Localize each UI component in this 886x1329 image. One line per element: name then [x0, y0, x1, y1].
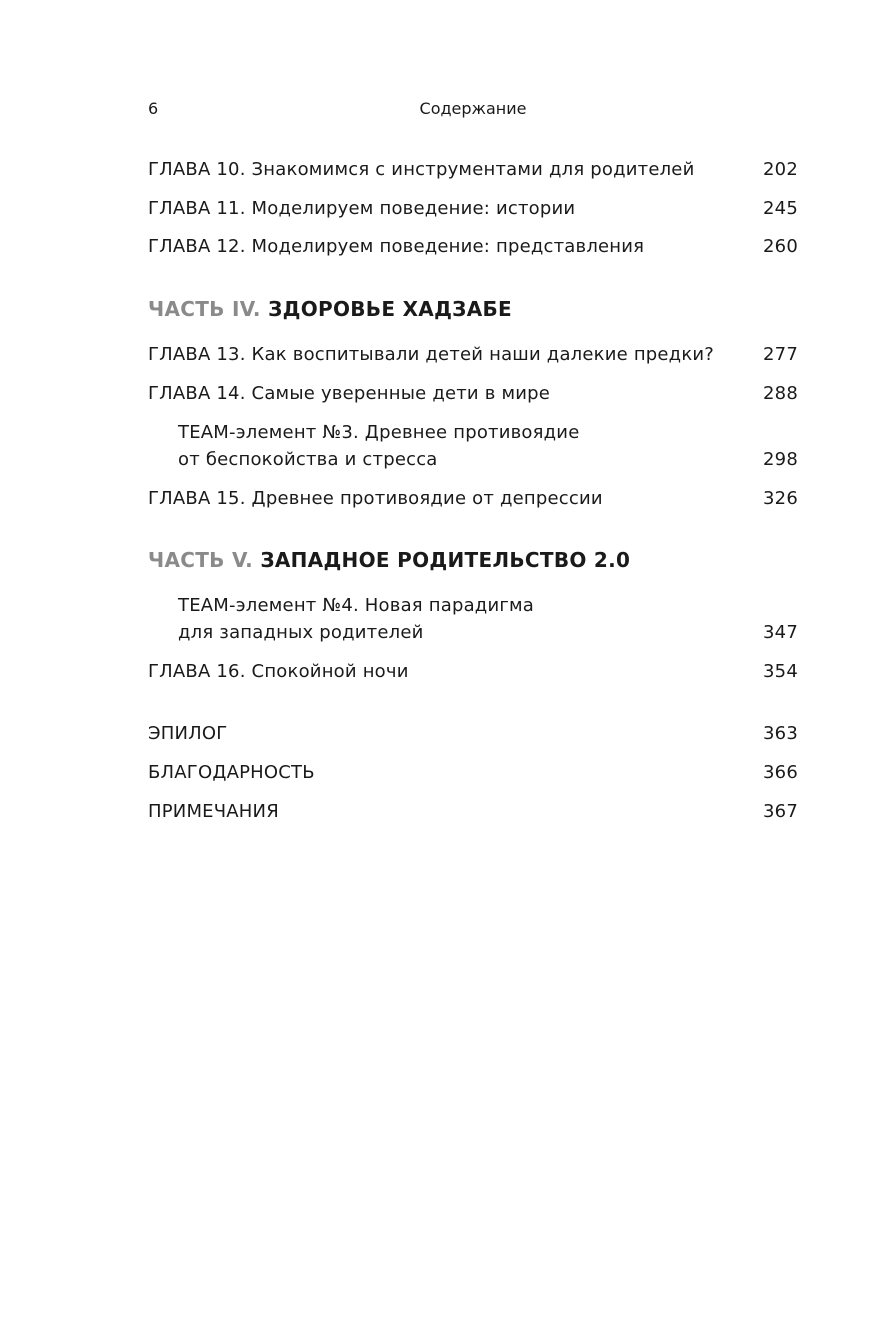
toc-entry-page: 347 — [763, 622, 798, 643]
toc-entry-page: 277 — [763, 344, 798, 365]
toc-entry-label: БЛАГОДАРНОСТЬ — [148, 762, 315, 783]
part-title: ЗДОРОВЬЕ ХАДЗАБЕ — [268, 297, 512, 321]
page-number: 6 — [148, 99, 159, 118]
toc-entry-label — [178, 419, 738, 473]
toc-entry-page: 367 — [763, 801, 798, 822]
toc-entry-label: ГЛАВА 15. Древнее противоядие от депрессии — [148, 488, 603, 509]
toc-entry-page: 288 — [763, 383, 798, 404]
toc-entry-team-4[interactable] — [148, 592, 798, 646]
running-title: Содержание — [419, 99, 527, 118]
toc-entry-page: 366 — [763, 762, 798, 783]
toc-entry-label: ГЛАВА 12. Моделируем поведение: представления — [148, 236, 645, 257]
part-prefix: ЧАСТЬ V. — [148, 548, 254, 572]
toc-entry-page: 260 — [763, 236, 798, 257]
toc-entry-page: 202 — [763, 159, 798, 180]
toc-entry-label-line-1: TEAM-элемент №4. Новая парадигма — [178, 595, 535, 616]
toc-entry-label: ГЛАВА 14. Самые уверенные дети в мире — [148, 383, 551, 404]
toc-entry-label: ГЛАВА 16. Спокойной ночи — [148, 661, 409, 682]
toc-entry-label: ЭПИЛОГ — [148, 723, 228, 744]
toc-entry-label: ПРИМЕЧАНИЯ — [148, 801, 279, 822]
toc-entry-label-line-1: TEAM-элемент №3. Древнее противоядие — [178, 422, 580, 443]
toc-entry-label: ГЛАВА 11. Моделируем поведение: истории — [148, 198, 576, 219]
toc-entry-page: 245 — [763, 198, 798, 219]
toc-entry-page: 354 — [763, 661, 798, 682]
toc-entry-team-3[interactable] — [148, 419, 798, 473]
toc-entry-page: 363 — [763, 723, 798, 744]
part-heading-4 — [148, 295, 512, 323]
part-heading-5 — [148, 546, 630, 574]
toc-entry-label-line-2: для западных родителей — [178, 622, 424, 643]
toc-entry-label: ГЛАВА 13. Как воспитывали детей наши далекие предки? — [148, 344, 715, 365]
toc-entry-label: ГЛАВА 10. Знакомимся с инструментами для родителей — [148, 159, 695, 180]
toc-entry-label — [178, 592, 738, 646]
toc-entry-page: 298 — [763, 449, 798, 470]
toc-entry-label-line-2: от беспокойства и стресса — [178, 449, 438, 470]
part-title: ЗАПАДНОЕ РОДИТЕЛЬСТВО 2.0 — [260, 548, 631, 572]
toc-entry-page: 326 — [763, 488, 798, 509]
part-prefix: ЧАСТЬ IV. — [148, 297, 261, 321]
page-header — [148, 97, 798, 121]
